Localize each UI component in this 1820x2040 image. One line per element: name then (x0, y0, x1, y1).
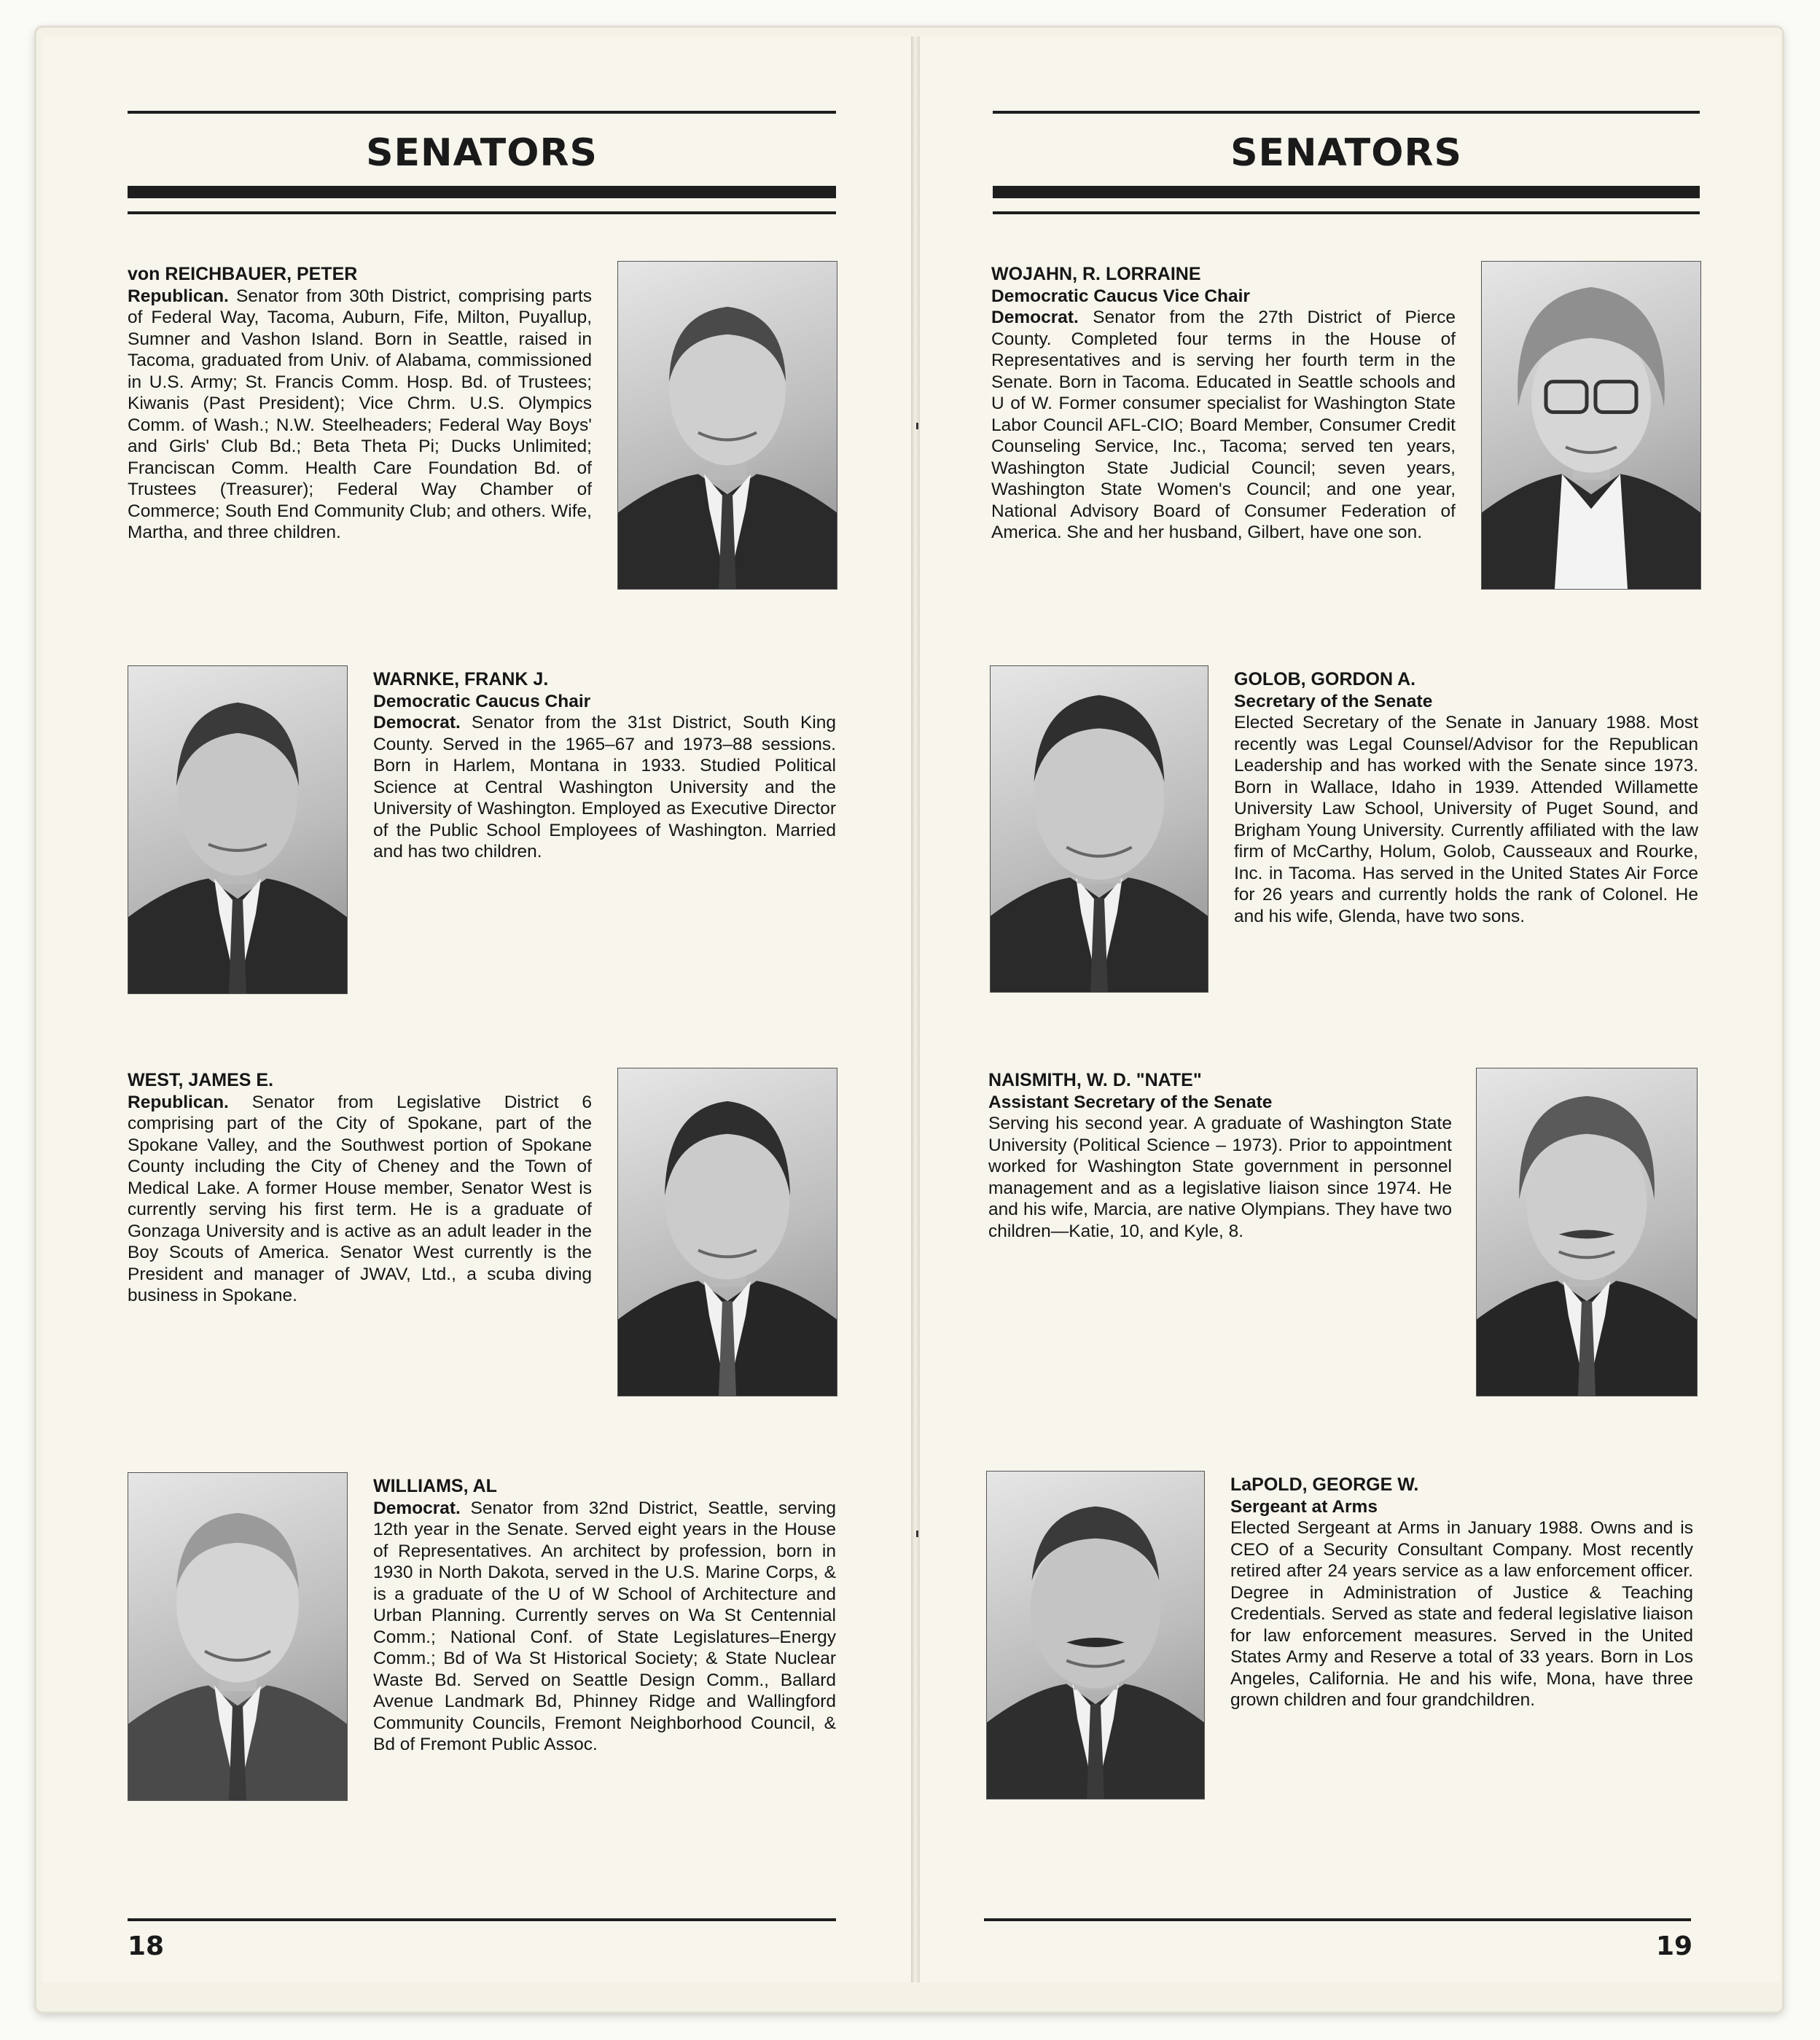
staple (916, 1531, 918, 1537)
senator-bio: Senator from the 31st District, South King County. Served in the 1965–67 and 1973–88 sessions. Born in Harlem, Montana in 1933. Studied Political Science at Central Washington University and the University of Washington. Employed as Executive Director of the Public School Employees of Washington. Married and has two children. (373, 713, 836, 861)
page-title: SENATORS (366, 131, 598, 175)
senator-name: LaPOLD, GEORGE W. (1230, 1474, 1419, 1495)
header-rule-top (128, 111, 836, 114)
senator-entry (373, 1476, 836, 1756)
portrait-icon (618, 1068, 837, 1396)
senator-bio: Senator from 32nd District, Seattle, serving 12th year in the Senate. Served eight years in the House of Representatives. An architect by profession, born in 1930 in North Dakota, served in the U.S. Marine Corps, & is a graduate of the U of W School of Architecture and Urban Planning. Currently serves on Wa St Centennial Comm.; National Conf. of State Legislatures–Energy Comm.; Bd of Wa St Historical Society; & State Nuclear Waste Bd. Served on Seattle Design Comm., Ballard Avenue Landmark Bd, Phinney Ridge and Wallingford Community Councils, Fremont Neighborhood Council, & Bd of Fremont Public Assoc. (373, 1498, 836, 1754)
senator-portrait (1481, 261, 1701, 590)
senator-entry (1234, 669, 1698, 927)
page-number: 19 (1656, 1931, 1693, 1961)
footer-rule (984, 1918, 1691, 1921)
header-rule-bottom (993, 211, 1700, 214)
senator-name: NAISMITH, W. D. "NATE" (988, 1070, 1202, 1090)
senator-entry (373, 669, 836, 863)
portrait-icon (987, 1472, 1204, 1799)
staple (916, 423, 918, 429)
senator-bio: Elected Sergeant at Arms in January 1988. Owns and is CEO of a Security Consultant Company. Most recently retired after 24 years service as a law enforcement officer. Degree in Administration of Justice & Teaching Credentials. Served as state and federal legislative liaison for law enforcement measures. Served in the United States Army and Reserve a total of 33 years. Born in Los Angeles, California. He and his wife, Mona, have three grown children and four grandchildren. (1230, 1518, 1693, 1710)
senator-role: Secretary of the Senate (1234, 691, 1433, 711)
senator-party: Republican. (128, 1092, 229, 1112)
senator-portrait (1476, 1068, 1698, 1396)
senator-party: Republican. (128, 286, 229, 306)
senator-bio: Senator from the 27th District of Pierce County. Completed four terms in the House of Representatives and is serving her fourth term in the Senate. Born in Tacoma. Educated in Seattle schools and U of W. Former consumer specialist for Washington State Labor Council AFL-CIO; Board Member, Consumer Credit Counseling Service, Inc., Tacoma; served ten years, Washington State Judicial Council; seven years, Washington State Women's Council; and one year, National Advisory Board of Consumer Federation of America. She and her husband, Gilbert, have one son. (991, 308, 1456, 542)
portrait-icon (1477, 1068, 1697, 1396)
senator-role: Assistant Secretary of the Senate (988, 1092, 1273, 1112)
senator-portrait (986, 1471, 1205, 1799)
senator-name: GOLOB, GORDON A. (1234, 669, 1416, 689)
senator-name: WILLIAMS, AL (373, 1476, 497, 1496)
senator-role: Democratic Caucus Chair (373, 691, 591, 711)
header-rule-top (993, 111, 1700, 114)
senator-bio: Elected Secretary of the Senate in January 1988. Most recently was Legal Counsel/Advisor for the Republican Leadership and has worked with the Senate since 1973. Born in Wallace, Idaho in 1939. Attended Willamette University Law School, University of Puget Sound, and Brigham Young University. Currently affiliated with the law firm of McCarthy, Holum, Golob, Causseaux and Rourke, Inc. in Tacoma. Has served in the United States Air Force for 26 years and currently holds the rank of Colonel. He and his wife, Glenda, have two sons. (1234, 713, 1698, 926)
portrait-icon (1482, 262, 1700, 589)
portrait-icon (128, 1473, 347, 1800)
senator-party: Democrat. (991, 308, 1079, 327)
senator-entry (128, 264, 592, 544)
page-number: 18 (128, 1931, 165, 1961)
senator-portrait (128, 665, 348, 994)
portrait-icon (991, 666, 1208, 992)
header-rule-thick (993, 186, 1700, 198)
senator-party: Democrat. (373, 713, 461, 732)
senator-entry (128, 1070, 592, 1307)
senator-entry (988, 1070, 1452, 1242)
portrait-icon (618, 262, 837, 589)
header-rule-bottom (128, 211, 836, 214)
senator-bio: Senator from Legislative District 6 comprising part of the City of Spokane, part of the Spokane Valley, and the Southwest portion of Spokane County including the City of Cheney and the Town of Medical Lake. A former House member, Senator West is currently serving his first term. He is a graduate of Gonzaga University and is active as an adult leader in the Boy Scouts of America. Senator West currently is the President and manager of JWAV, Ltd., a scuba diving business in Spokane. (128, 1092, 592, 1305)
senator-name: WARNKE, FRANK J. (373, 669, 549, 689)
portrait-icon (128, 666, 347, 993)
senator-portrait (990, 665, 1208, 993)
senator-entry (1230, 1474, 1693, 1711)
senator-name: von REICHBAUER, PETER (128, 264, 358, 284)
senator-bio: Serving his second year. A graduate of Washington State University (Political Science – 1973). Prior to appointment worked for Washington State government in personnel management and as a legislative liaison since 1974. He and his wife, Marcia, are native Olympians. They have two children—Katie, 10, and Kyle, 8. (988, 1114, 1452, 1241)
senator-entry (991, 264, 1456, 544)
senator-role: Democratic Caucus Vice Chair (991, 286, 1250, 306)
senator-name: WEST, JAMES E. (128, 1070, 274, 1090)
senator-bio: Senator from 30th District, comprising parts of Federal Way, Tacoma, Auburn, Fife, Milton, Puyallup, Sumner and Vashon Island. Born in Seattle, raised in Tacoma, graduated from Univ. of Alabama, commissioned in U.S. Army; St. Francis Comm. Hosp. Bd. of Trustees; Kiwanis (Past President); Vice Chrm. U.S. Olympics Comm. of Wash.; N.W. Steelheaders; Federal Way Boys' and Girls' Club Bd.; Beta Theta Pi; Ducks Unlimited; Franciscan Comm. Health Care Foundation Bd. of Trustees (Treasurer); Federal Way Chamber of Commerce; South End Community Club; and others. Wife, Martha, and three children. (128, 286, 592, 542)
senator-role: Sergeant at Arms (1230, 1496, 1378, 1517)
page-title: SENATORS (1230, 131, 1462, 175)
senator-portrait (617, 261, 837, 590)
senator-portrait (128, 1472, 348, 1801)
senator-party: Democrat. (373, 1498, 461, 1518)
senator-portrait (617, 1068, 837, 1396)
footer-rule (128, 1918, 836, 1921)
header-rule-thick (128, 186, 836, 198)
senator-name: WOJAHN, R. LORRAINE (991, 264, 1201, 284)
